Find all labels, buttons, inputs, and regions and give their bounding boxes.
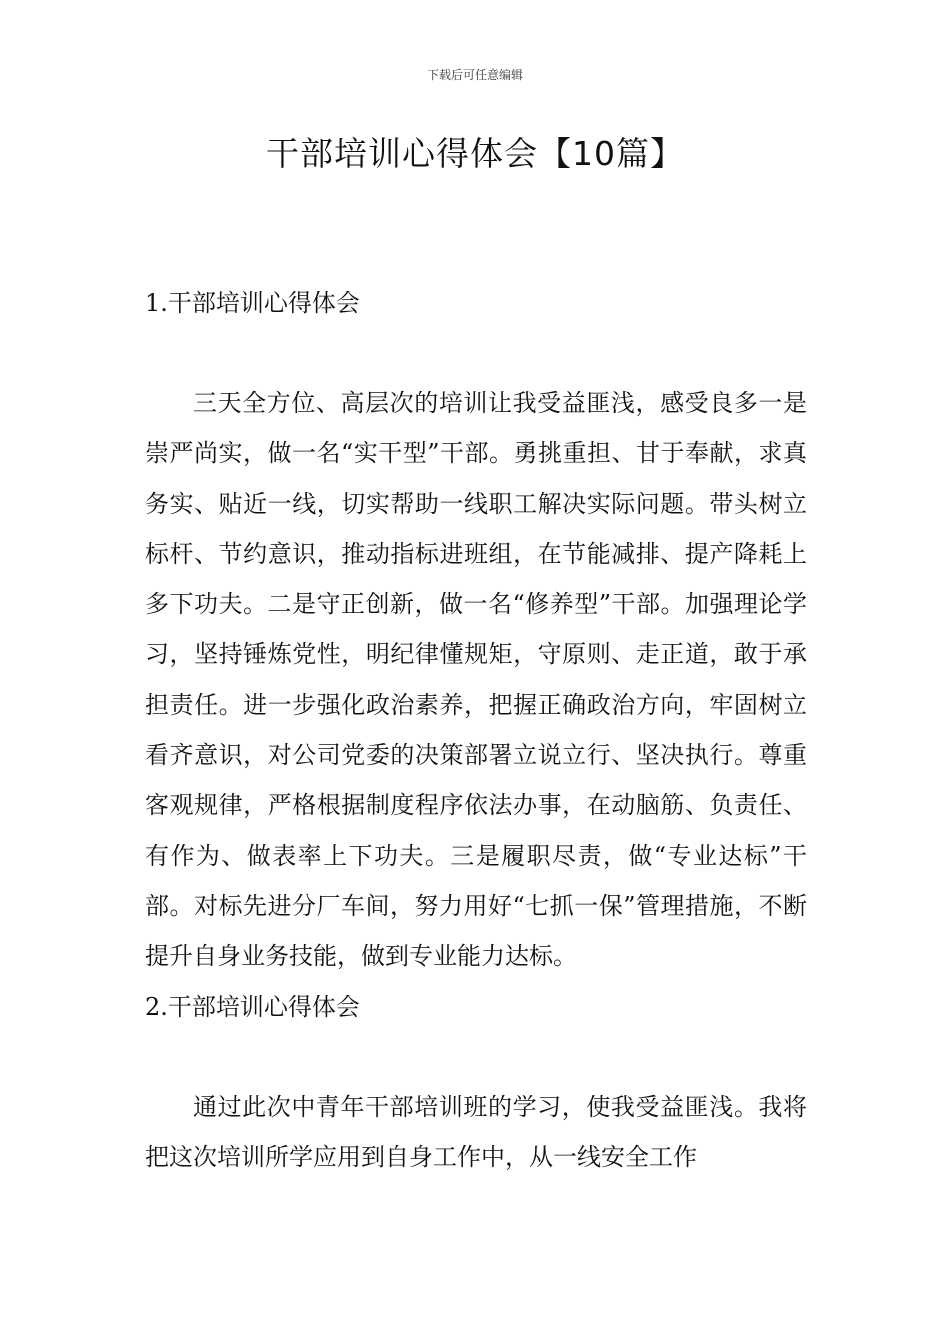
- header-note: 下载后可任意编辑: [426, 68, 523, 82]
- spacer: [145, 1032, 807, 1082]
- section-heading-2: 2.干部培训心得体会: [145, 992, 360, 1021]
- document-body: [145, 278, 807, 1182]
- section-paragraph-2: 通过此次中青年干部培训班的学习，使我受益匪浅。我将把这次培训所学应用到自身工作中，从一线安全工作: [145, 1092, 807, 1171]
- section-heading-1: 1.干部培训心得体会: [145, 289, 360, 317]
- section-paragraph-1: 三天全方位、高层次的培训让我受益匪浅，感受良多一是崇严尚实，做一名“实干型”干部。勇挑重担、甘于奉献，求真务实、贴近一线，切实帮助一线职工解决实际问题。带头树立标杆、节约意识，推动指标进班组，在节能减排、提产降耗上多下功夫。二是守正创新，做一名“修养型”干部。加强理论学习，坚持锤炼党性，明纪律懂规矩，守原则、走正道，敢于承担责任。进一步强化政治素养，把握正确政治方向，牢固树立看齐意识，对公司党委的决策部署立说立行、坚决执行。尊重客观规律，严格根据制度程序依法办事，在动脑筋、负责任、有作为、做表率上下功夫。三是履职尽责，做“专业达标”干部。对标先进分厂车间，努力用好“七抓一保”管理措施，不断提升自身业务技能，做到专业能力达标。: [145, 389, 807, 971]
- spacer: [145, 328, 807, 378]
- document-title: 干部培训心得体会【10篇】: [266, 134, 684, 173]
